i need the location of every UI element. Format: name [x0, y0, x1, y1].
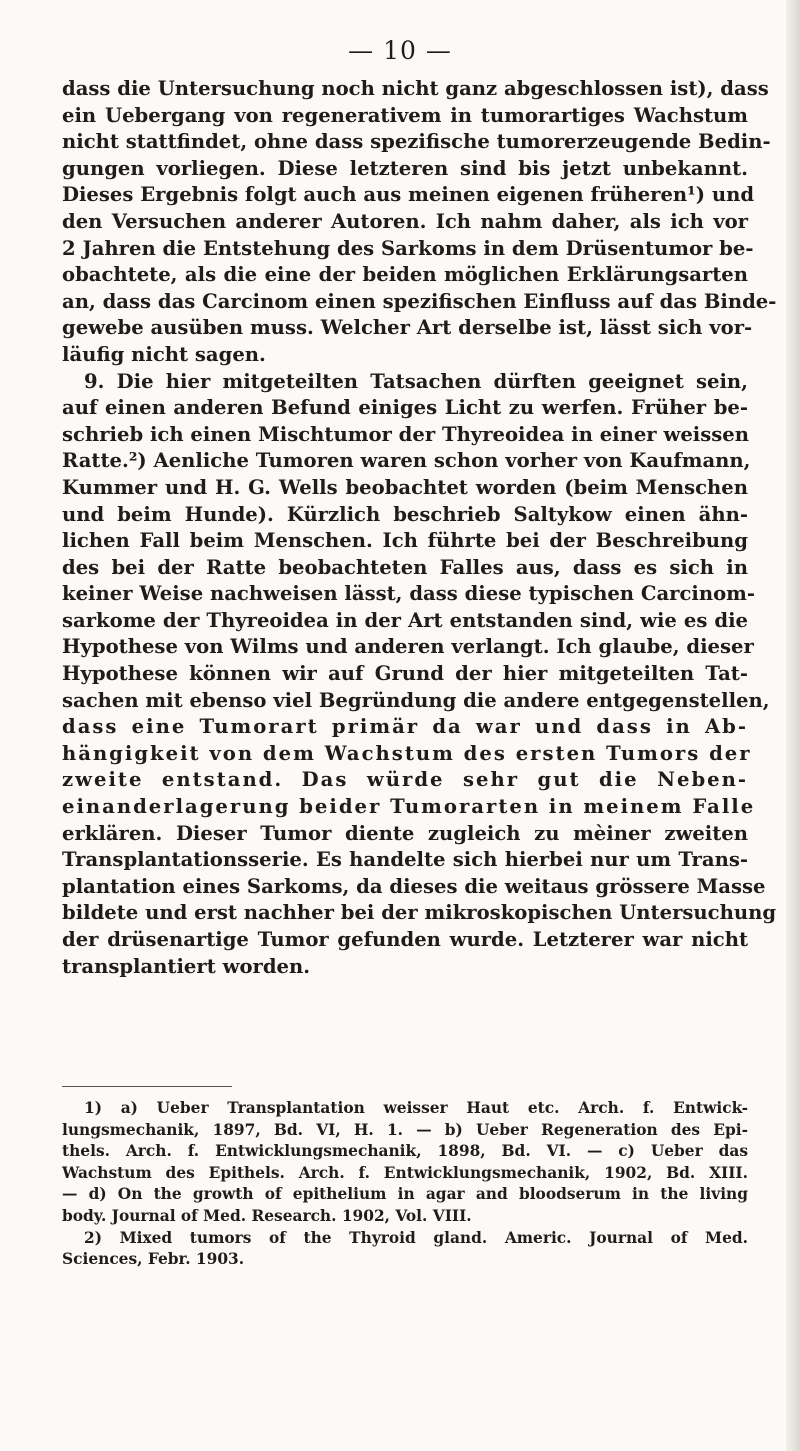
footnote-line: 2) Mixed tumors of the Thyroid gland. Americ. Journal of Med.: [84, 1228, 748, 1247]
text-line: schrieb ich einen Mischtumor der Thyreoidea in einer weissen: [62, 422, 750, 446]
text-line: 2 Jahren die Entstehung des Sarkoms in dem Drüsentumor be-: [62, 236, 754, 260]
text-line-spaced: hängigkeit von dem Wachstum des ersten Tumors der: [62, 741, 752, 765]
text-line: erklären. Dieser Tumor diente zugleich zu mèiner zweiten: [62, 821, 748, 845]
text-line: den Versuchen anderer Autoren. Ich nahm daher, als ich vor: [62, 209, 748, 233]
text-line: transplantiert worden.: [62, 954, 311, 978]
footnote-separator: [62, 1086, 232, 1087]
footnote-line: Sciences, Febr. 1903.: [62, 1250, 245, 1269]
text-line: sachen mit ebenso viel Begründung die andere entgegenstellen,: [62, 688, 770, 712]
text-line: läufig nicht sagen.: [62, 342, 266, 366]
text-line: plantation eines Sarkoms, da dieses die weitaus grössere Masse: [62, 874, 766, 898]
footnote-line: lungsmechanik, 1897, Bd. VI, H. 1. — b) Ueber Regeneration des Epi-: [62, 1120, 748, 1139]
text-line: ein Uebergang von regenerativem in tumorartiges Wachstum: [62, 103, 748, 127]
body-text: [62, 76, 777, 980]
text-line: Kummer und H. G. Wells beobachtet worden (beim Menschen: [62, 475, 748, 499]
text-line: lichen Fall beim Menschen. Ich führte bei der Beschreibung: [62, 529, 748, 553]
text-line: sarkome der Thyreoidea in der Art entstanden sind, wie es die: [62, 608, 748, 632]
footnote-line: thels. Arch. f. Entwicklungsmechanik, 1898, Bd. VI. — c) Ueber das: [62, 1142, 748, 1161]
text-line: keiner Weise nachweisen lässt, dass diese typischen Carcinom-: [62, 582, 756, 606]
text-line: gungen vorliegen. Diese letzteren sind bis jetzt unbekannt.: [62, 156, 748, 180]
footnote-line: body. Journal of Med. Research. 1902, Vol. VIII.: [62, 1206, 472, 1225]
text-line: Dieses Ergebnis folgt auch aus meinen eigenen früheren¹) und: [62, 183, 755, 207]
text-line: dass die Untersuchung noch nicht ganz abgeschlossen ist), dass: [62, 77, 769, 100]
page-number: — 10 —: [348, 36, 452, 65]
text-line-spaced: dass eine Tumorart primär da war und dass in Ab-: [62, 715, 748, 739]
footnote-line: 1) a) Ueber Transplantation weisser Haut etc. Arch. f. Entwick-: [84, 1099, 748, 1117]
text-line: obachtete, als die eine der beiden möglichen Erklärungsarten: [62, 263, 748, 287]
page-edge-shadow: [786, 0, 800, 1451]
text-line: und beim Hunde). Kürzlich beschrieb Saltykow einen ähn-: [62, 502, 748, 526]
text-line: des bei der Ratte beobachteten Falles aus, dass es sich in: [62, 555, 748, 579]
text-line-spaced: zweite entstand. Das würde sehr gut die Neben-: [62, 768, 748, 792]
footnote-line: Wachstum des Epithels. Arch. f. Entwicklungsmechanik, 1902, Bd. XIII.: [62, 1163, 748, 1182]
text-line: auf einen anderen Befund einiges Licht zu werfen. Früher be-: [62, 396, 748, 420]
text-line-spaced: einanderlagerung beider Tumorarten in meinem Falle: [62, 795, 756, 819]
text-line: nicht stattfindet, ohne dass spezifische tumorerzeugende Bedin-: [62, 130, 771, 154]
text-line: gewebe ausüben muss. Welcher Art derselbe ist, lässt sich vor-: [62, 316, 753, 340]
text-line: Ratte.²) Aenliche Tumoren waren schon vorher von Kaufmann,: [62, 449, 751, 473]
footnotes: [62, 1098, 748, 1271]
text-line: bildete und erst nachher bei der mikroskopischen Untersuchung: [62, 901, 777, 925]
text-line: Hypothese von Wilms und anderen verlangt. Ich glaube, dieser: [62, 635, 754, 659]
text-line: Transplantationsserie. Es handelte sich hierbei nur um Trans-: [62, 848, 748, 872]
paragraph-start-line: 9. Die hier mitgeteilten Tatsachen dürften geeignet sein,: [84, 369, 748, 393]
text-line: an, dass das Carcinom einen spezifischen Einfluss auf das Binde-: [62, 289, 777, 313]
footnote-line: — d) On the growth of epithelium in agar and bloodserum in the living: [62, 1185, 748, 1204]
text-line: Hypothese können wir auf Grund der hier mitgeteilten Tat-: [62, 662, 748, 686]
text-line: der drüsenartige Tumor gefunden wurde. Letzterer war nicht: [62, 928, 748, 951]
